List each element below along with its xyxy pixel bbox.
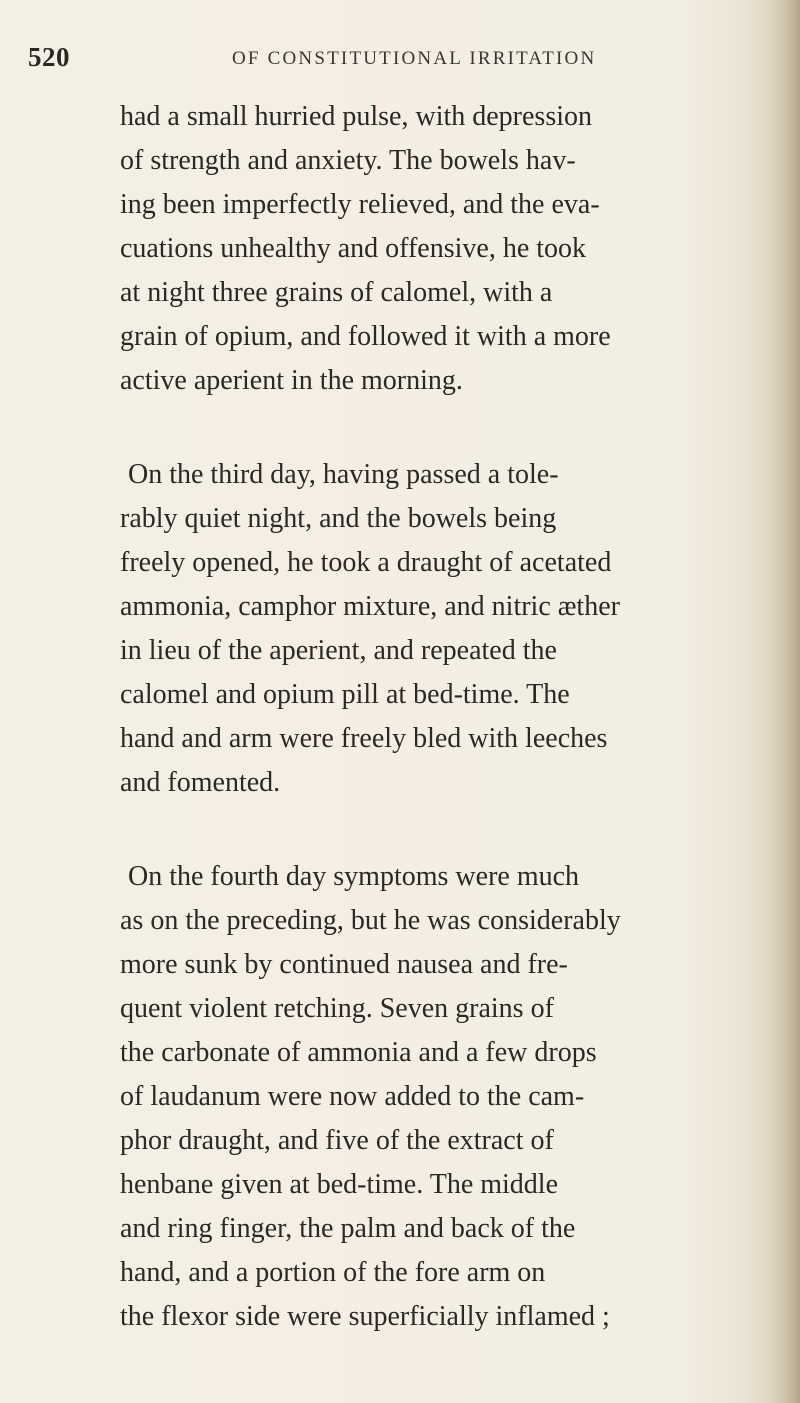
text-line: cuations unhealthy and offensive, he took: [120, 233, 587, 264]
paragraph-3: [120, 855, 780, 1339]
page-number: 520: [28, 42, 70, 72]
paragraph-gap: [120, 805, 780, 855]
paragraph-2: [120, 453, 780, 805]
text-line: and ring finger, the palm and back of the: [120, 1213, 576, 1244]
text-line: of laudanum were now added to the cam-: [120, 1081, 585, 1112]
paragraph-1: [120, 95, 780, 403]
text-line: hand, and a portion of the fore arm on: [120, 1257, 546, 1288]
text-line: the carbonate of ammonia and a few drops: [120, 1037, 597, 1068]
text-line: quent violent retching. Seven grains of: [120, 993, 554, 1024]
text-line: the flexor side were superficially inflamed ;: [120, 1301, 610, 1332]
text-line: calomel and opium pill at bed-time. The: [120, 679, 570, 710]
text-line: ing been imperfectly relieved, and the eva-: [120, 189, 600, 220]
text-line: in lieu of the aperient, and repeated the: [120, 635, 557, 666]
text-line: and fomented.: [120, 767, 281, 798]
body-text: [120, 95, 780, 1339]
text-line: freely opened, he took a draught of acetated: [120, 547, 612, 578]
text-line: hand and arm were freely bled with leeches: [120, 723, 608, 754]
text-line: grain of opium, and followed it with a more: [120, 321, 611, 352]
text-line: On the fourth day symptoms were much: [128, 861, 580, 892]
text-line: phor draught, and five of the extract of: [120, 1125, 554, 1156]
paragraph-gap: [120, 403, 780, 453]
text-line: ammonia, camphor mixture, and nitric æther: [120, 591, 620, 622]
text-line: henbane given at bed-time. The middle: [120, 1169, 559, 1200]
text-line: of strength and anxiety. The bowels hav-: [120, 145, 576, 176]
text-line: at night three grains of calomel, with a: [120, 277, 553, 308]
text-line: active aperient in the morning.: [120, 365, 463, 396]
text-line: On the third day, having passed a tole-: [128, 459, 559, 490]
running-head: OF CONSTITUTIONAL IRRITATION: [232, 48, 597, 69]
text-line: more sunk by continued nausea and fre-: [120, 949, 568, 980]
text-line: had a small hurried pulse, with depression: [120, 101, 593, 132]
text-line: rably quiet night, and the bowels being: [120, 503, 557, 534]
text-line: as on the preceding, but he was considerably: [120, 905, 621, 936]
